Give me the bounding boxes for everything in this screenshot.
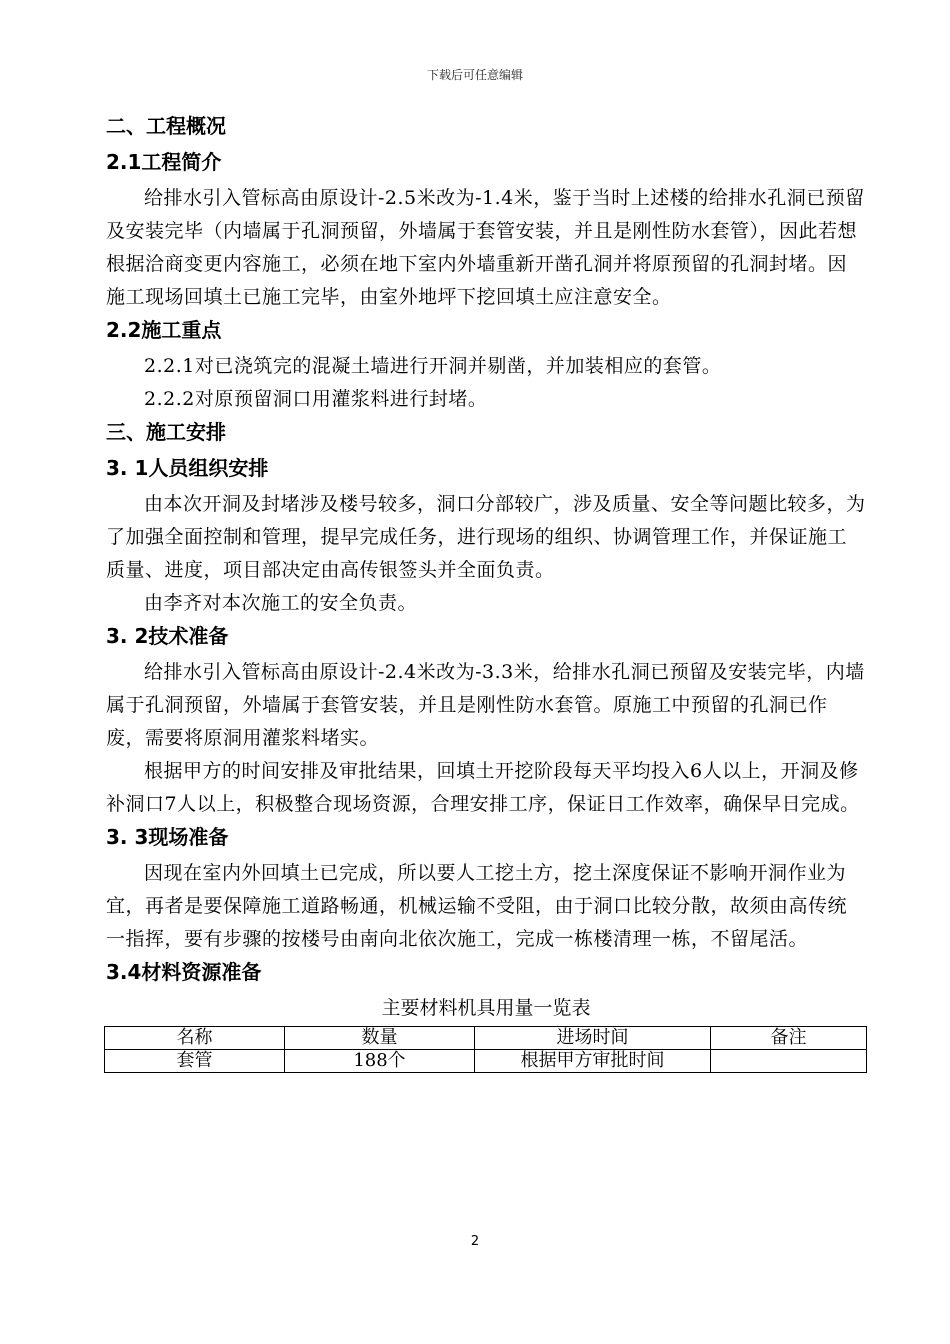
section-2-1-paragraph: 给排水引入管标高由原设计-2.5米改为-1.4米，鉴于当时上述楼的给排水孔洞已预留及安装完毕（内墙属于孔洞预留，外墙属于套管安装，并且是刚性防水套管），因此若想根据洽商变更内容施工，必须在地下室内外墙重新开凿孔洞并将原预留的孔洞封堵。因施工现场回填土已施工完毕，由室外地坪下挖回填土应注意安全。 (106, 187, 865, 308)
table-cell: 套管 (105, 1050, 285, 1073)
section-3-3-heading: 3. 3现场准备 (106, 825, 229, 849)
section-2-2-item-1: 2.2.1对已浇筑完的混凝土墙进行开洞并剔凿，并加装相应的套管。 (144, 355, 722, 377)
table-cell (711, 1050, 867, 1073)
table-header-cell: 备注 (711, 1027, 867, 1050)
materials-table (104, 1026, 867, 1073)
section-3-3-paragraph: 因现在室内外回填土已完成，所以要人工挖土方，挖土深度保证不影响开洞作业为宜，再者是要保障施工道路畅通，机械运输不受阻，由于洞口比较分散，故须由高传统一指挥，要有步骤的按楼号由南向北依次施工，完成一栋楼清理一栋，不留尾活。 (106, 862, 848, 950)
page-header: 下载后可任意编辑 (426, 68, 523, 82)
table-cell: 188个 (285, 1050, 475, 1073)
section-3-2-heading: 3. 2技术准备 (106, 624, 229, 648)
section-3-2-paragraph-1: 给排水引入管标高由原设计-2.4米改为-3.3米，给排水孔洞已预留及安装完毕，内墙属于孔洞预留，外墙属于套管安装，并且是刚性防水套管。原施工中预留的孔洞已作废，需要将原洞用灌浆料堵实。 (106, 661, 865, 749)
table-row (105, 1050, 867, 1073)
section-3-1-heading: 3. 1人员组织安排 (106, 456, 269, 480)
table-caption: 主要材料机具用量一览表 (381, 997, 591, 1019)
section-3-4-heading: 3.4材料资源准备 (106, 960, 262, 984)
document-body (106, 110, 866, 1073)
table-header-row (105, 1027, 867, 1050)
section-2-2-item-2: 2.2.2对原预留洞口用灌浆料进行封堵。 (144, 388, 488, 410)
table-header-cell: 进场时间 (475, 1027, 711, 1050)
section-3-1-paragraph-2: 由李齐对本次施工的安全负责。 (144, 592, 418, 614)
section-3-heading: 三、施工安排 (106, 420, 226, 444)
page-number: 2 (470, 1234, 480, 1249)
section-3-1-paragraph-1: 由本次开洞及封堵涉及楼号较多，洞口分部较广，涉及质量、安全等问题比较多，为了加强全面控制和管理，提早完成任务，进行现场的组织、协调管理工作，并保证施工质量、进度，项目部决定由高传银签头并全面负责。 (106, 493, 866, 581)
section-2-heading: 二、工程概况 (106, 114, 226, 138)
section-2-2-heading: 2.2施工重点 (106, 318, 222, 342)
table-header-cell: 数量 (285, 1027, 475, 1050)
table-header-cell: 名称 (105, 1027, 285, 1050)
table-cell: 根据甲方审批时间 (475, 1050, 711, 1073)
section-2-1-heading: 2.1工程简介 (106, 150, 222, 174)
section-3-2-paragraph-2: 根据甲方的时间安排及审批结果，回填土开挖阶段每天平均投入6人以上，开洞及修补洞口7人以上，积极整合现场资源，合理安排工序，保证日工作效率，确保早日完成。 (106, 760, 860, 815)
